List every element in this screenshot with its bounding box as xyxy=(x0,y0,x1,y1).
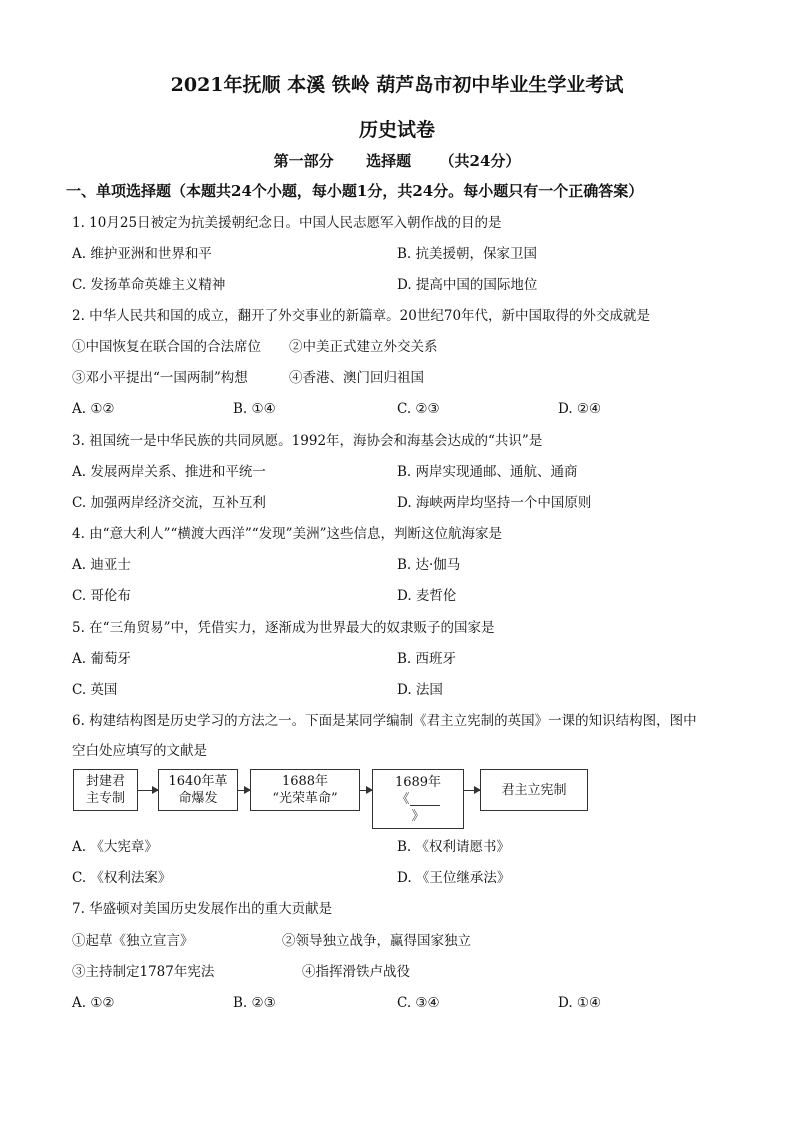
option-b[interactable]: B. 两岸实现通邮、通航、通商 xyxy=(397,464,578,480)
statement-item: ④香港、澳门回归祖国 xyxy=(289,370,424,386)
option-b[interactable]: B. 抗美援朝，保家卫国 xyxy=(397,246,538,262)
option-c[interactable]: C. 发扬革命英雄主义精神 xyxy=(72,277,226,293)
diagram-text: 命爆发 xyxy=(178,791,218,806)
option-a[interactable]: A. 《大宪章》 xyxy=(72,839,158,855)
option-c[interactable]: C. ③④ xyxy=(397,995,440,1011)
statement-item: ②中美正式建立外交关系 xyxy=(289,339,438,355)
question-stem: 3. 祖国统一是中华民族的共同夙愿。1992年，海协会和海基会达成的“共识”是 xyxy=(72,433,543,449)
option-a[interactable]: A. 迪亚士 xyxy=(72,557,131,573)
arrow-icon xyxy=(464,790,480,791)
option-c[interactable]: C. 加强两岸经济交流，互补互利 xyxy=(72,495,266,511)
statement-item: ③主持制定1787年宪法 xyxy=(72,964,215,980)
option-d[interactable]: D. 麦哲伦 xyxy=(397,588,457,604)
question-stem: 1. 10月25日被定为抗美援朝纪念日。中国人民志愿军入朝作战的目的是 xyxy=(72,215,502,231)
diagram-text: 1640年革 xyxy=(168,774,228,789)
part-type: 选择题 xyxy=(366,152,412,170)
statement-item: ④指挥滑铁卢战役 xyxy=(302,964,410,980)
diagram-box-1689 xyxy=(372,769,464,829)
answer-blank[interactable] xyxy=(410,793,440,806)
question-stem: 4. 由“意大利人”“横渡大西洋”“发现”美洲”这些信息，判断这位航海家是 xyxy=(72,526,502,542)
option-d[interactable]: D. 法国 xyxy=(397,682,443,698)
diagram-text: “光荣革命” xyxy=(272,791,338,806)
diagram-text: 君主立宪制 xyxy=(501,782,567,798)
question-stem: 2. 中华人民共和国的成立，翻开了外交事业的新篇章。20世纪70年代，新中国取得的外交成就是 xyxy=(72,308,651,324)
diagram-text: 》 xyxy=(411,808,425,824)
diagram-box-constitutional xyxy=(480,769,588,811)
statement-item: ③邓小平提出“一国两制”构想 xyxy=(72,370,248,386)
option-a[interactable]: A. ①② xyxy=(72,401,115,417)
option-c[interactable]: C. 《权利法案》 xyxy=(72,870,172,886)
arrow-icon xyxy=(360,790,372,791)
diagram-text: 《 xyxy=(396,791,410,807)
diagram-box-1688 xyxy=(250,769,360,811)
option-b[interactable]: B. 达·伽马 xyxy=(397,557,461,573)
question-stem: 6. 构建结构图是历史学习的方法之一。下面是某同学编制《君主立宪制的英国》一课的知识结构图，图中 xyxy=(72,713,697,729)
diagram-box-1640 xyxy=(158,769,238,811)
arrow-icon xyxy=(238,790,250,791)
question-stem-continued: 空白处应填写的文献是 xyxy=(72,743,207,759)
option-d[interactable]: D. 海峡两岸均坚持一个中国原则 xyxy=(397,495,592,511)
diagram-blank-line xyxy=(396,791,439,808)
question-stem: 7. 华盛顿对美国历史发展作出的重大贡献是 xyxy=(72,901,333,917)
statement-item: ①起草《独立宣言》 xyxy=(72,933,194,949)
option-a[interactable]: A. ①② xyxy=(72,995,115,1011)
option-d[interactable]: D. ②④ xyxy=(558,401,602,417)
statement-item: ②领导独立战争，赢得国家独立 xyxy=(282,933,471,949)
question-stem: 5. 在“三角贸易”中，凭借实力，逐渐成为世界最大的奴隶贩子的国家是 xyxy=(72,620,495,636)
diagram-box-absolutism xyxy=(73,769,138,811)
option-b[interactable]: B. 西班牙 xyxy=(397,651,457,667)
option-d[interactable]: D. 提高中国的国际地位 xyxy=(397,277,538,293)
exam-title: 2021年抚顺 本溪 铁岭 葫芦岛市初中毕业生学业考试 xyxy=(170,74,624,96)
option-d[interactable]: D. ①④ xyxy=(558,995,602,1011)
exam-subtitle: 历史试卷 xyxy=(358,119,435,141)
diagram-text: 1689年 xyxy=(394,774,442,790)
option-a[interactable]: A. 葡萄牙 xyxy=(72,651,131,667)
arrow-icon xyxy=(138,790,158,791)
option-a[interactable]: A. 维护亚洲和世界和平 xyxy=(72,246,212,262)
option-c[interactable]: C. 哥伦布 xyxy=(72,588,131,604)
option-b[interactable]: B. ①④ xyxy=(233,401,276,417)
diagram-text: 1688年 xyxy=(281,774,329,789)
part-heading xyxy=(0,150,794,171)
option-b[interactable]: B. 《权利请愿书》 xyxy=(397,839,511,855)
part-name: 第一部分 xyxy=(273,152,334,170)
statement-item: ①中国恢复在联合国的合法席位 xyxy=(72,339,261,355)
section-heading: 一、单项选择题（本题共24个小题，每小题1分，共24分。每小题只有一个正确答案） xyxy=(66,182,644,200)
option-b[interactable]: B. ②③ xyxy=(233,995,276,1011)
option-a[interactable]: A. 发展两岸关系、推进和平统一 xyxy=(72,464,266,480)
option-c[interactable]: C. ②③ xyxy=(397,401,440,417)
diagram-text: 封建君 xyxy=(85,774,125,789)
option-c[interactable]: C. 英国 xyxy=(72,682,118,698)
option-d[interactable]: D. 《王位继承法》 xyxy=(397,870,511,886)
part-score: （共24分） xyxy=(439,152,521,170)
diagram-text: 主专制 xyxy=(85,791,125,806)
